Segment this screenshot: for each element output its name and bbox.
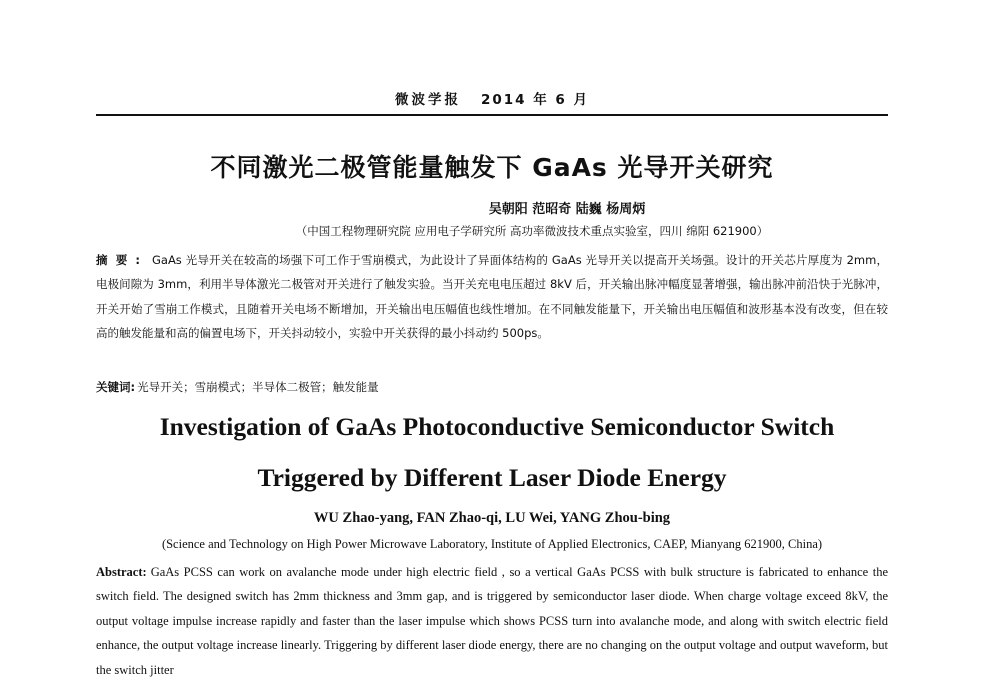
chinese-title: 不同激光二极管能量触发下 GaAs 光导开关研究: [210, 153, 774, 182]
english-title-line-2: Triggered by Different Laser Diode Energy: [257, 463, 727, 492]
running-header: [96, 88, 888, 110]
english-title-line-1: Investigation of GaAs Photoconductive Semiconductor Switch: [159, 412, 835, 441]
english-affiliation: (Science and Technology on High Power Microwave Laboratory, Institute of Applied Electronics, CAEP, Mianyang 621900, China): [161, 537, 823, 551]
chinese-abstract: [96, 248, 888, 345]
chinese-authors: 吴朝阳 范昭奇 陆巍 杨周炳: [488, 202, 646, 217]
english-abstract-text: GaAs PCSS can work on avalanche mode under high electric field , so a vertical GaAs PCSS with bulk structure is fabricated to enhance the switch field. The designed switch has 2mm thickness and 3mm gap, and is triggered by semiconductor laser diode. When charge voltage exceed 8kV, the output voltage impulse increase rapidly and faster than the laser impulse which shows PCSS turn into avalanche mode, and along with switch electric field enhance, the output voltage increase linearly. Triggering by different laser diode energy, there are no changing on the output voltage and output waveform, but the switch jitter: [96, 565, 888, 677]
english-abstract-label: Abstract:: [96, 565, 147, 579]
chinese-keywords-text: 光导开关；雪崩模式；半导体二极管；触发能量: [137, 380, 379, 394]
header-rule: [96, 114, 888, 116]
chinese-affiliation: （中国工程物理研究院 应用电子学研究所 高功率微波技术重点实验室，四川 绵阳 621900）: [295, 224, 769, 238]
chinese-abstract-text: GaAs 光导开关在较高的场强下可工作于雪崩模式，为此设计了异面体结构的 GaAs 光导开关以提高开关场强。设计的开关芯片厚度为 2mm，电极间隙为 3mm，利用半导体激光二极管对开关进行了触发实验。当开关充电电压超过 8kV 后，开关输出脉冲幅度显著增强，输出脉冲前沿快于光脉冲，开关开始了雪崩工作模式，且随着开关电场不断增加，开关输出电压幅值也线性增加。在不同触发能量下，开关输出电压幅值和波形基本没有改变，但在较高的触发能量和高的偏置电场下，开关抖动较小，实验中开关获得的最小抖动约 500ps。: [96, 253, 888, 340]
english-authors: WU Zhao-yang, FAN Zhao-qi, LU Wei, YANG Zhou-bing: [313, 510, 671, 526]
chinese-keywords-label: 关键词:: [96, 380, 136, 394]
english-abstract: [96, 560, 888, 682]
issue-date: 2014 年 6 月: [480, 92, 590, 108]
chinese-keywords: [96, 379, 888, 395]
journal-name: 微波学报: [394, 92, 461, 108]
chinese-abstract-label: 摘要:: [96, 253, 148, 267]
